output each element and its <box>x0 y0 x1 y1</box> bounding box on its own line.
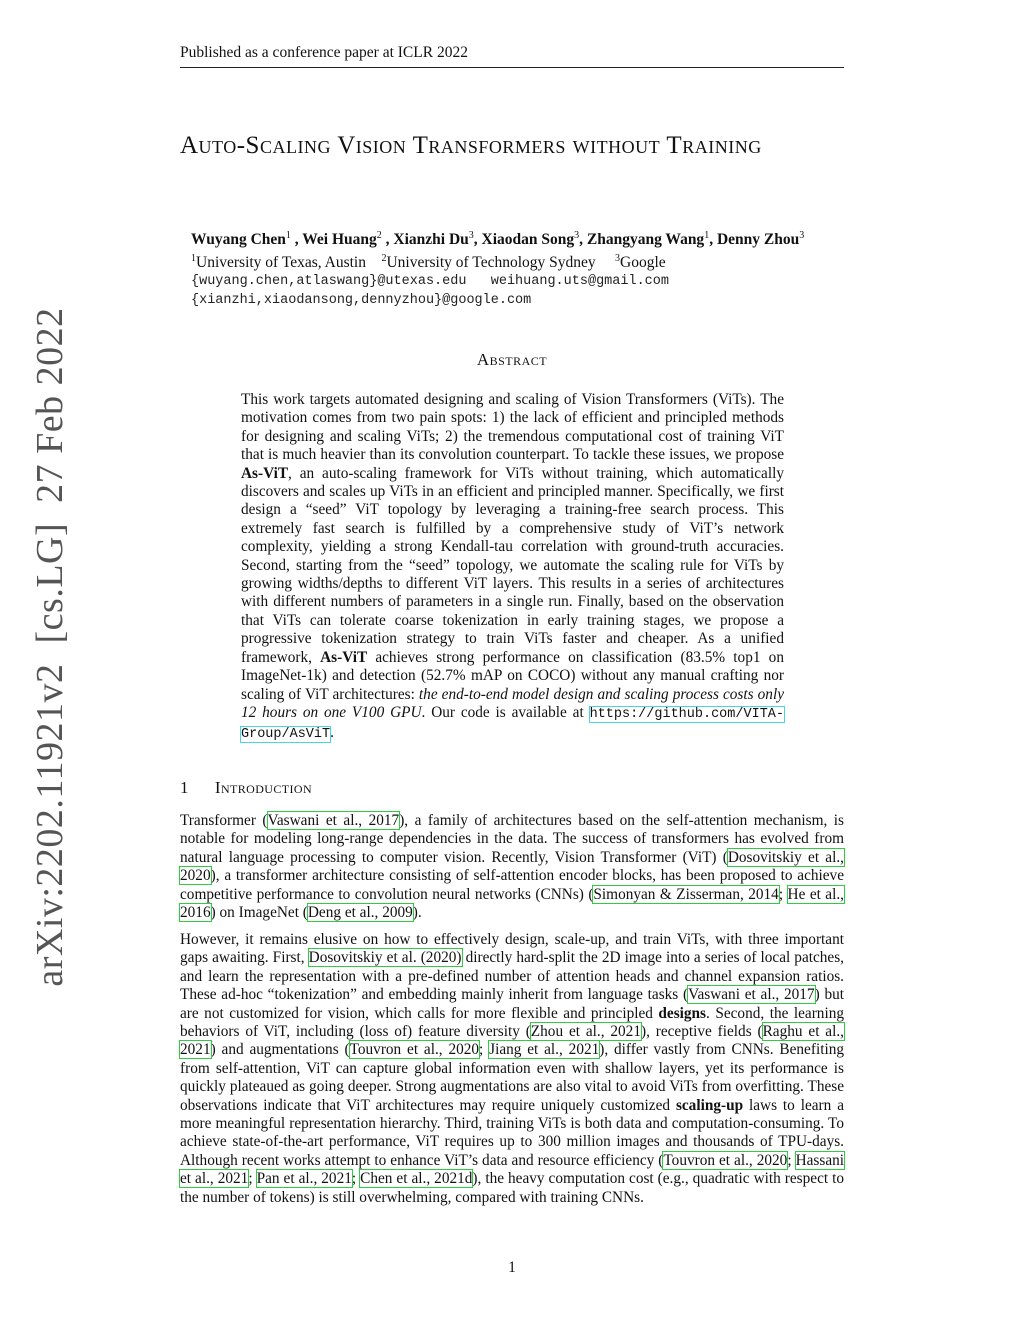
affiliation-marker: 1 <box>704 230 710 241</box>
body-text: ). <box>412 904 422 922</box>
abstract-text: . Our code is available at <box>421 703 590 721</box>
body-text: ) and augmentations ( <box>210 1041 350 1059</box>
abstract-heading: Abstract <box>476 350 548 369</box>
code-link[interactable]: https://github.com/VITA-Group/AsViT <box>241 706 784 743</box>
affiliation-marker: 3 <box>468 230 474 241</box>
body-text: ) but are not customized for vision, which calls for more flexible and principled <box>180 986 845 1022</box>
citation-link[interactable]: Chen et al., 2021d <box>360 1170 473 1188</box>
intro-paragraph-1 <box>180 812 844 922</box>
affiliation: Google <box>620 254 666 272</box>
section-title: Introduction <box>214 778 313 797</box>
section-heading <box>180 778 312 798</box>
email-line: {wuyang.chen,atlaswang}@utexas.edu weihuang.uts@gmail.com <box>191 274 669 290</box>
citation-link[interactable]: Pan et al., 2021 <box>256 1170 352 1188</box>
arxiv-identifier: arXiv:2202.11921v2 [cs.LG] 27 Feb 2022 <box>29 307 71 987</box>
body-text: ; <box>778 885 788 903</box>
page-number: 1 <box>508 1259 516 1276</box>
author-name: , Wei Huang <box>290 231 377 249</box>
emphasis-term: scaling-up <box>675 1096 744 1114</box>
affiliation-marker: 1 <box>285 230 291 241</box>
author-name: , Denny Zhou <box>709 231 800 249</box>
affiliations <box>191 249 891 272</box>
author-name: , Xianzhi Du <box>381 231 469 249</box>
body-text: ; <box>787 1151 796 1169</box>
citation-link[interactable]: Dosovitskiy et al., 2020 <box>180 848 844 885</box>
citation-link[interactable]: Zhou et al., 2021 <box>530 1023 641 1041</box>
emphasis-term: designs <box>658 1004 707 1022</box>
body-text: ), differ vastly from CNNs. Benefiting from self-attention, ViT can capture global information even with shallow layers, yet its performance is quickly plateaued as going deeper. Strong augmentations are also vital to avoid ViTs from overfitting. These observations indicate that ViT architectures may require uniquely customized <box>180 1041 844 1114</box>
abstract-body <box>241 391 784 745</box>
abstract-emphasis: the end-to-end model design and scaling process costs only 12 hours on one V100 GPU <box>241 685 784 721</box>
citation-link[interactable]: Simonyan & Zisserman, 2014 <box>593 885 779 903</box>
body-text: directly hard-split the 2D image into a series of local patches, and learn the representation with a pre-defined number of attention heads and channel expansion ratios. These ad-hoc “tokenization” and embedding mainly inherit from language tasks ( <box>180 949 844 1004</box>
affiliation: University of Texas, Austin <box>196 254 366 272</box>
body-text: ; <box>351 1170 361 1188</box>
body-text: However, it remains elusive on how to effectively design, scale-up, and train ViTs, with three important gaps awaiting. First, <box>180 931 844 967</box>
citation-link[interactable]: He et al., 2016 <box>180 885 844 922</box>
citation-link[interactable]: Hassani et al., 2021 <box>180 1151 845 1188</box>
running-header: Published as a conference paper at ICLR 2022 <box>180 44 844 68</box>
citation-link[interactable]: Jiang et al., 2021 <box>489 1041 600 1059</box>
author-names <box>191 226 891 249</box>
body-text: Transformer ( <box>180 812 268 829</box>
section-number: 1 <box>180 778 189 797</box>
affiliation-marker: 2 <box>376 230 382 241</box>
abstract-text: . <box>330 724 334 742</box>
author-name: Wuyang Chen <box>191 231 286 249</box>
author-name: , Zhangyang Wang <box>579 231 705 249</box>
affiliation-marker: 3 <box>574 230 580 241</box>
abstract-text: , an auto-scaling framework for ViTs without training, which automatically discovers and scales up ViTs in an efficient and principled manner. Specifically, we first design a “seed” ViT topology by leveraging a training-free search process. This extremely fast search is fulfilled by a comprehensive study of ViT’s network complexity, yielding a strong Kendall-tau correlation with ground-truth accuracies. Second, starting from the “seed” topology, we automate the scaling rule for ViTs by growing widths/depths to different ViT layers. This results in a series of architectures with different numbers of parameters in a single run. Finally, based on the observation that ViTs can tolerate coarse tokenization in early training stages, we propose a progressive tokenization strategy to train ViTs faster and cheaper. As a unified framework, <box>241 464 784 666</box>
method-name: As-ViT <box>320 648 368 666</box>
citation-link[interactable]: Touvron et al., 2020 <box>663 1151 788 1169</box>
body-text: ), a family of architectures based on the self-attention mechanism, is notable for modeling long-range dependencies in the data. The success of transformers has evolved from natural language processing to computer vision. Recently, Vision Transformer (ViT) ( <box>180 812 845 866</box>
abstract-text: This work targets automated designing and scaling of Vision Transformers (ViTs). The motivation comes from two pain spots: 1) the lack of efficient and principled methods for designing and scaling ViTs; 2) the tremendous computational cost of training ViT that is much heavier than its convolution counterpart. To tackle these issues, we propose <box>241 391 784 464</box>
affiliation-marker: 1 <box>191 253 196 265</box>
body-text: laws to learn a more meaningful representation hierarchy. Third, training ViTs is both data and computation-consuming. To achieve state-of-the-art performance, ViT requires up to 300 million images and thousands of TPU-days. Although recent works attempt to enhance ViT’s data and resource efficiency ( <box>180 1096 844 1169</box>
affiliation-marker: 3 <box>799 230 805 241</box>
body-text: ) on ImageNet ( <box>210 904 308 922</box>
affiliation-marker: 3 <box>615 253 621 265</box>
author-block <box>191 226 891 310</box>
paper-title: Auto-Scaling Vision Transformers without Training <box>180 132 762 159</box>
citation-link[interactable]: Touvron et al., 2020 <box>349 1041 480 1059</box>
body-text: ; <box>248 1170 257 1188</box>
citation-link[interactable]: Raghu et al., 2021 <box>180 1023 844 1059</box>
body-text: ), receptive fields ( <box>640 1023 763 1041</box>
affiliation: University of Technology Sydney <box>386 254 596 272</box>
method-name: As-ViT <box>241 464 289 482</box>
citation-link[interactable]: Vaswani et al., 2017 <box>267 812 400 829</box>
citation-link[interactable]: Dosovitskiy et al. (2020) <box>308 949 462 967</box>
citation-link[interactable]: Vaswani et al., 2017 <box>688 986 815 1004</box>
abstract-text: achieves strong performance on classification (83.5% top1 on ImageNet-1k) and detection (52.7% mAP on COCO) without any manual crafting nor scaling of ViT architectures: <box>241 648 784 703</box>
body-text: . Second, the learning behaviors of ViT, including (loss of) feature diversity ( <box>180 1004 844 1041</box>
intro-paragraph-2 <box>180 931 844 1207</box>
body-text: ), a transformer architecture consisting of self-attention encoder blocks, has been proposed to achieve competitive performance to convolution neural networks (CNNs) ( <box>180 867 844 903</box>
citation-link[interactable]: Deng et al., 2009 <box>307 904 413 922</box>
email-line: {xianzhi,xiaodansong,dennyzhou}@google.com <box>191 293 532 309</box>
body-text: ; <box>479 1041 490 1059</box>
affiliation-marker: 2 <box>381 253 387 265</box>
body-text: ), the heavy computation cost (e.g., quadratic with respect to the number of tokens) is still overwhelming, compared with training CNNs. <box>180 1170 845 1206</box>
author-name: , Xiaodan Song <box>473 231 575 249</box>
